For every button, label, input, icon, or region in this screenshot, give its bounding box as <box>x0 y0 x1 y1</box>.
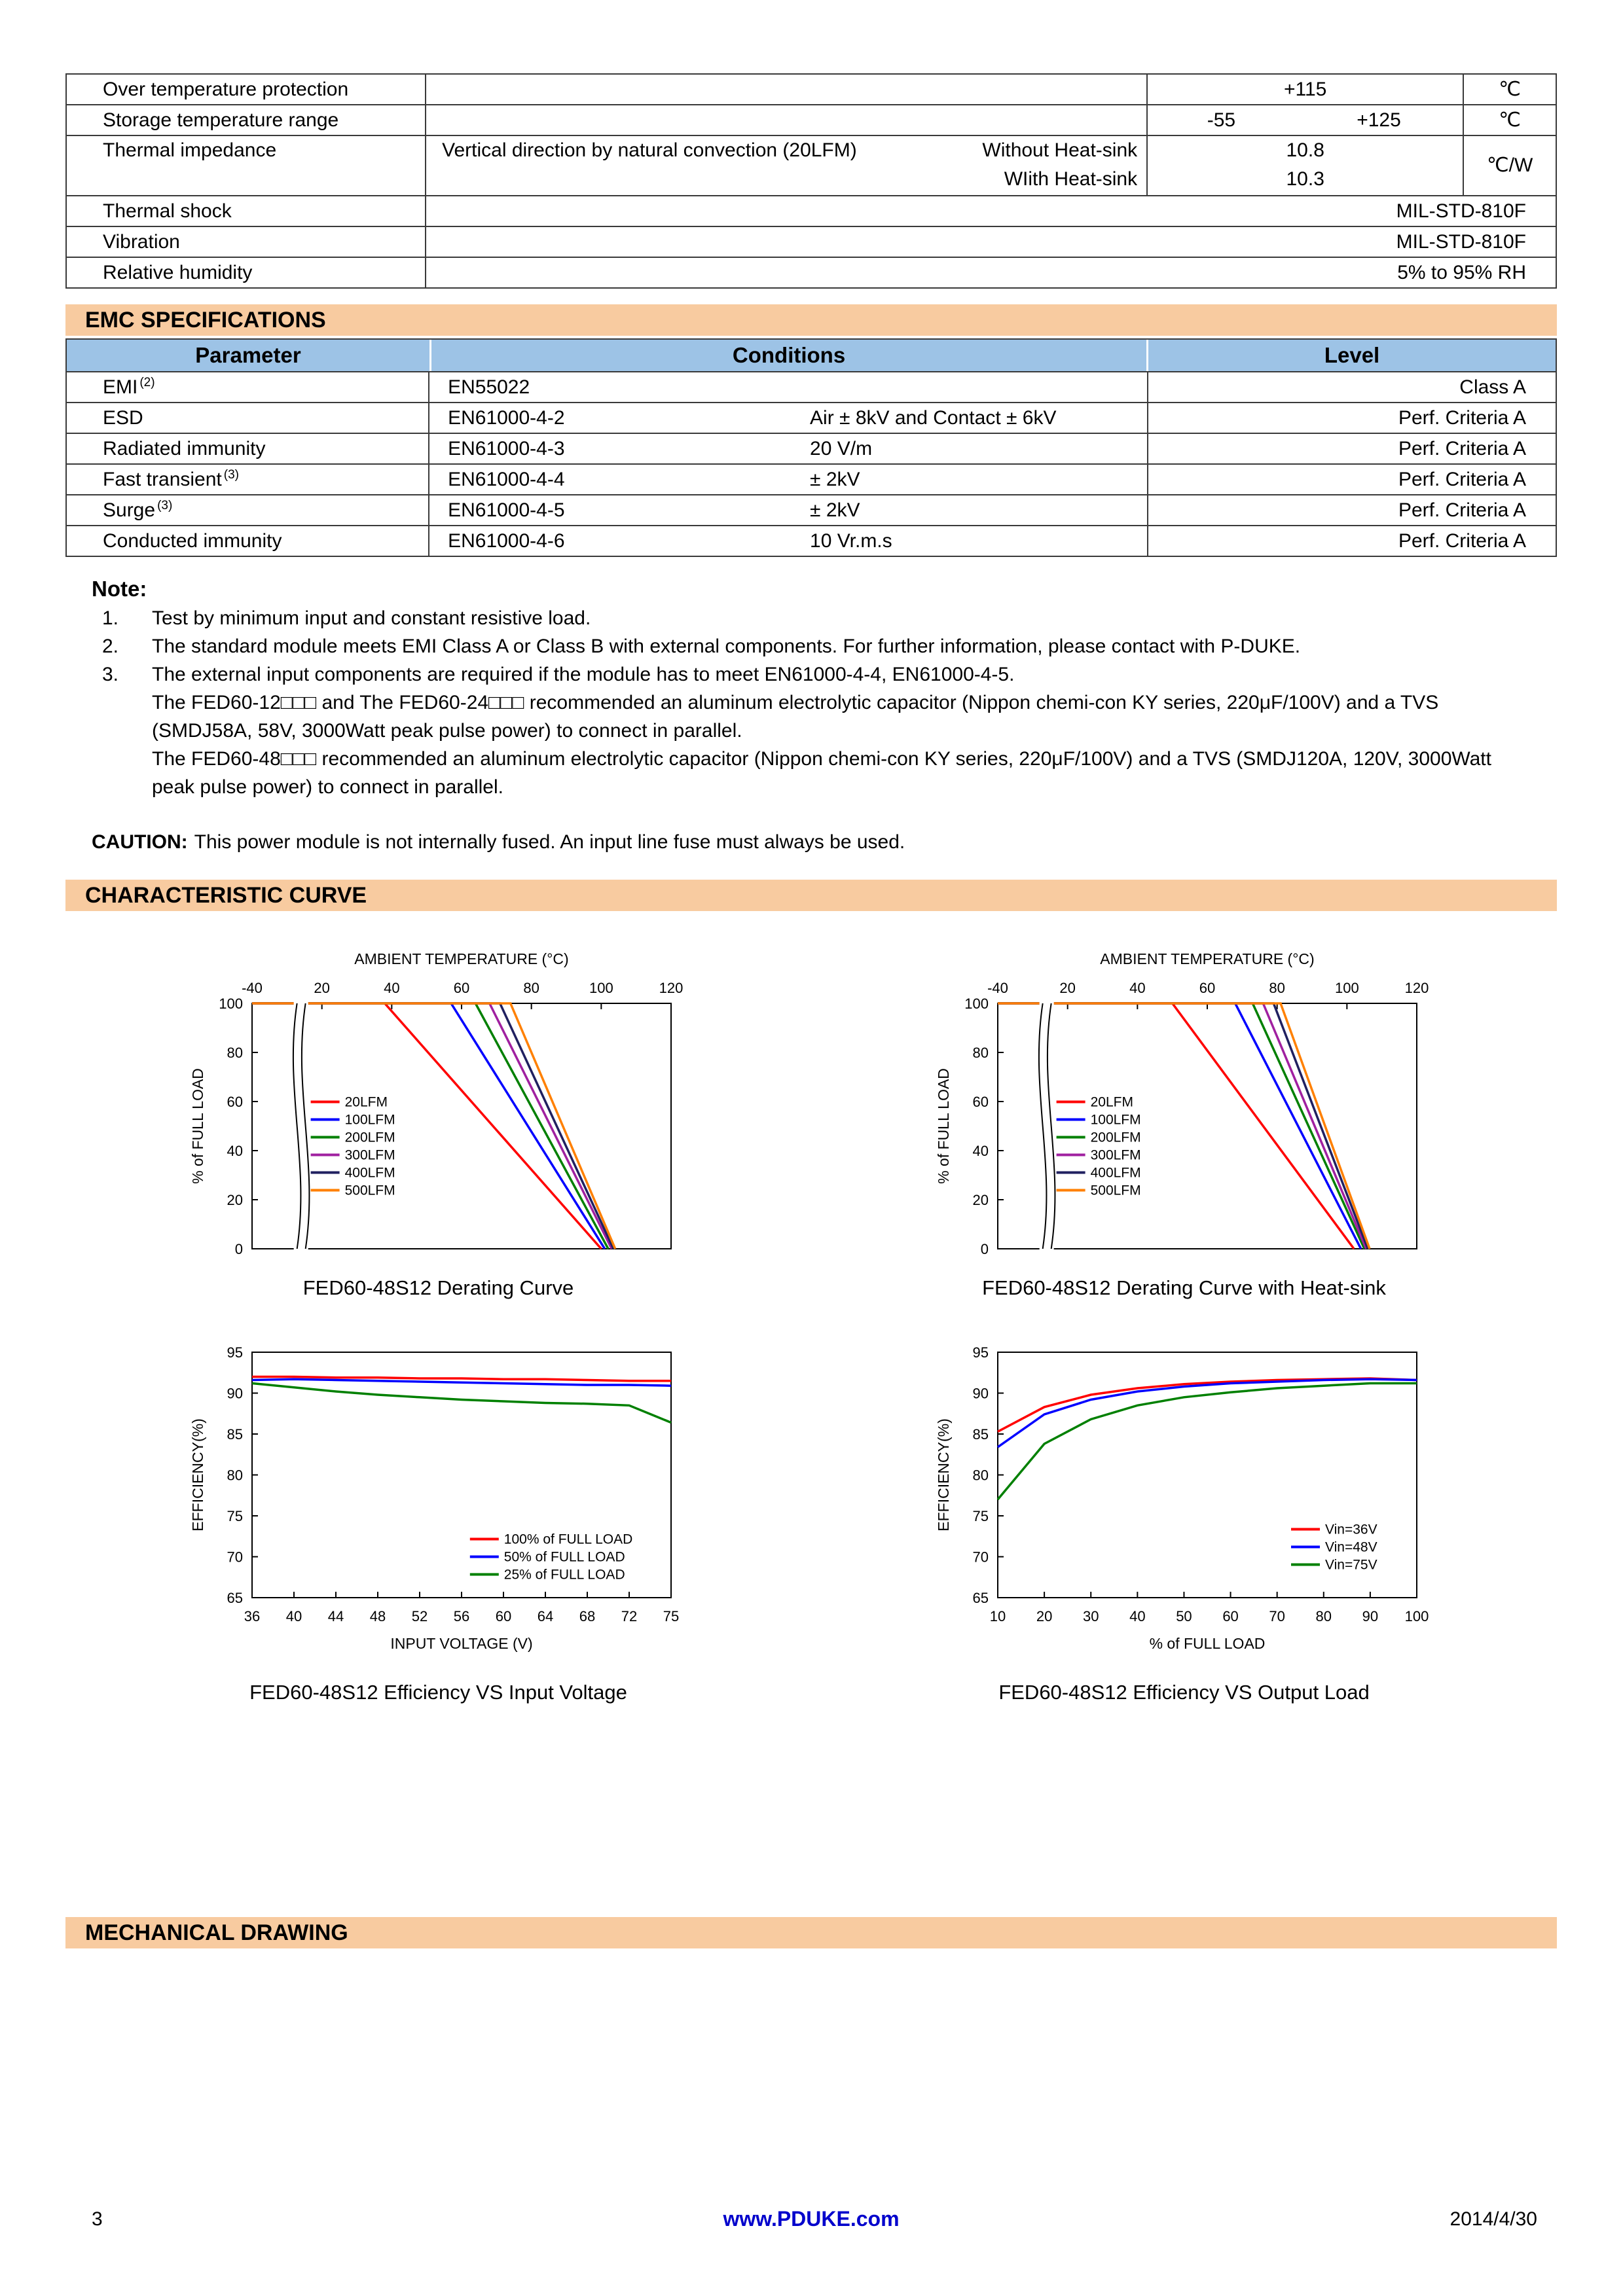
website-link[interactable]: www.PDUKE.com <box>723 2207 900 2231</box>
svg-text:-40: -40 <box>241 980 263 996</box>
svg-text:INPUT VOLTAGE (V): INPUT VOLTAGE (V) <box>390 1635 533 1652</box>
emc-table <box>65 338 1557 557</box>
svg-text:95: 95 <box>972 1344 989 1361</box>
svg-text:% of FULL LOAD: % of FULL LOAD <box>934 1068 952 1184</box>
emc-param: ESD <box>67 403 429 433</box>
spec-conditions <box>426 136 1148 195</box>
svg-text:100: 100 <box>589 980 613 996</box>
svg-text:70: 70 <box>227 1549 243 1566</box>
spec-value-2: 10.3 <box>1286 168 1324 190</box>
svg-text:68: 68 <box>579 1608 595 1624</box>
spec-param: Over temperature protection <box>67 75 426 104</box>
characteristic-section-header <box>65 880 1557 911</box>
emc-standard: EN61000-4-2 <box>448 407 565 429</box>
svg-text:70: 70 <box>1268 1608 1285 1624</box>
chart-caption: FED60-48S12 Efficiency VS Output Load <box>998 1681 1370 1704</box>
emc-table-row <box>67 434 1556 465</box>
svg-text:80: 80 <box>972 1045 989 1061</box>
table-row <box>67 227 1556 258</box>
efficiency-vs-output-load-chart <box>929 1339 1440 1672</box>
chart-figure <box>183 935 694 1300</box>
spec-unit: ℃/W <box>1486 154 1533 176</box>
caution-text: This power module is not internally fused. An input line fuse must always be used. <box>194 831 905 853</box>
caution-label: CAUTION: <box>92 831 188 853</box>
note-continuation: The FED60-48□□□ recommended an aluminum electrolytic capacitor (Nippon chemi-con KY series, 220μF/100V) and a TVS (SMDJ120A, 120V, 3000Watt peak pulse power) to connect in parallel. <box>152 748 1491 798</box>
svg-text:56: 56 <box>453 1608 469 1624</box>
svg-text:80: 80 <box>522 980 539 996</box>
svg-text:500LFM: 500LFM <box>1090 1183 1141 1198</box>
spec-unit: ℃ <box>1499 109 1521 131</box>
svg-text:10: 10 <box>989 1608 1006 1624</box>
svg-text:60: 60 <box>972 1094 989 1110</box>
svg-text:Vin=48V: Vin=48V <box>1324 1539 1377 1555</box>
svg-text:70: 70 <box>972 1549 989 1566</box>
svg-text:20: 20 <box>1059 980 1076 996</box>
emc-table-header <box>67 340 1556 372</box>
svg-text:40: 40 <box>1129 1608 1146 1624</box>
spec-value-1: 10.8 <box>1286 139 1324 161</box>
svg-text:200LFM: 200LFM <box>1090 1130 1141 1145</box>
spec-param: Relative humidity <box>67 258 426 287</box>
emc-condition: ± 2kV <box>809 495 1148 525</box>
note-number: 1. <box>102 607 119 629</box>
emc-param: Radiated immunity <box>67 434 429 463</box>
note-item <box>65 632 1557 660</box>
spec-param: Thermal shock <box>67 196 426 226</box>
svg-text:36: 36 <box>244 1608 260 1624</box>
svg-text:400LFM: 400LFM <box>1090 1165 1141 1181</box>
svg-text:60: 60 <box>1199 980 1215 996</box>
svg-text:65: 65 <box>227 1590 243 1606</box>
notes-section <box>65 574 1557 801</box>
svg-text:90: 90 <box>227 1385 243 1402</box>
svg-text:20LFM: 20LFM <box>1090 1094 1133 1110</box>
emc-col-level: Level <box>1148 340 1556 371</box>
svg-text:20: 20 <box>972 1192 989 1208</box>
spec-min-value: -55 <box>1207 109 1236 131</box>
svg-text:72: 72 <box>621 1608 637 1624</box>
emc-table-row <box>67 495 1556 526</box>
svg-text:85: 85 <box>972 1426 989 1443</box>
spec-value: MIL-STD-810F <box>1396 231 1526 253</box>
svg-text:500LFM: 500LFM <box>344 1183 395 1198</box>
spec-value: MIL-STD-810F <box>1396 200 1526 222</box>
note-text: The standard module meets EMI Class A or Class B with external components. For further information, please contact with P-DUKE. <box>152 636 1301 657</box>
note-text: The external input components are required if the module has to meet EN61000-4-4, EN61000-4-5. <box>152 664 1015 685</box>
spec-max-value: +125 <box>1295 105 1465 135</box>
emc-condition: Air ± 8kV and Contact ± 6kV <box>809 403 1148 433</box>
emc-standard: EN55022 <box>448 376 530 398</box>
svg-text:40: 40 <box>383 980 400 996</box>
svg-text:80: 80 <box>227 1045 243 1061</box>
note-number: 2. <box>102 636 119 657</box>
spec-case-label: Without Heat-sink <box>982 139 1138 161</box>
emc-standard: EN61000-4-6 <box>448 530 565 552</box>
emc-param: Conducted immunity <box>67 526 429 556</box>
mechanical-section-header <box>65 1917 1557 1948</box>
svg-text:0: 0 <box>980 1241 989 1257</box>
derating-curve-heatsink-chart <box>929 935 1440 1267</box>
svg-text:EFFICIENCY(%): EFFICIENCY(%) <box>934 1418 952 1532</box>
svg-text:44: 44 <box>327 1608 344 1624</box>
svg-text:50: 50 <box>1175 1608 1192 1624</box>
spec-param: Storage temperature range <box>67 105 426 135</box>
svg-text:100: 100 <box>1404 1608 1429 1624</box>
table-row <box>67 75 1556 105</box>
svg-text:60: 60 <box>453 980 469 996</box>
svg-text:100% of FULL LOAD: 100% of FULL LOAD <box>503 1532 632 1547</box>
footnote-ref: (3) <box>157 499 173 512</box>
emc-standard: EN61000-4-5 <box>448 499 565 521</box>
svg-text:AMBIENT TEMPERATURE (°C): AMBIENT TEMPERATURE (°C) <box>354 950 569 967</box>
table-row <box>67 196 1556 227</box>
emc-table-row <box>67 403 1556 434</box>
emc-level: Perf. Criteria A <box>1398 438 1526 459</box>
efficiency-vs-input-voltage-chart <box>183 1339 694 1672</box>
specs-table <box>65 73 1557 289</box>
spec-value <box>1148 136 1464 195</box>
svg-text:120: 120 <box>659 980 683 996</box>
table-row <box>67 105 1556 136</box>
emc-level: Perf. Criteria A <box>1398 407 1526 429</box>
svg-text:100: 100 <box>1334 980 1359 996</box>
svg-text:60: 60 <box>1222 1608 1239 1624</box>
emc-condition: ± 2kV <box>809 465 1148 494</box>
svg-text:80: 80 <box>972 1467 989 1484</box>
section-title: MECHANICAL DRAWING <box>85 1920 348 1945</box>
svg-text:100: 100 <box>964 996 989 1012</box>
chart-caption: FED60-48S12 Derating Curve <box>302 1276 574 1299</box>
svg-text:400LFM: 400LFM <box>344 1165 395 1181</box>
svg-text:50% of FULL LOAD: 50% of FULL LOAD <box>503 1549 625 1565</box>
svg-text:200LFM: 200LFM <box>344 1130 395 1145</box>
svg-text:52: 52 <box>411 1608 428 1624</box>
emc-standard: EN61000-4-3 <box>448 438 565 459</box>
chart-figure <box>183 1339 694 1704</box>
table-row <box>67 258 1556 287</box>
svg-text:100: 100 <box>218 996 243 1012</box>
emc-level: Class A <box>1459 376 1526 398</box>
svg-text:40: 40 <box>227 1143 243 1159</box>
svg-text:-40: -40 <box>987 980 1008 996</box>
emc-col-conditions: Conditions <box>429 340 1148 371</box>
spec-condition-desc: Vertical direction by natural convection (20LFM) <box>442 139 857 161</box>
chart-figure <box>929 1339 1440 1704</box>
page-footer <box>65 2207 1557 2231</box>
emc-col-parameter: Parameter <box>67 340 429 371</box>
spec-value: +115 <box>1148 75 1464 104</box>
emc-param: Surge $^{(3)}$ <box>67 495 429 525</box>
emc-level: Perf. Criteria A <box>1398 499 1526 521</box>
svg-text:40: 40 <box>1129 980 1146 996</box>
emc-param: Fast transient $^{(3)}$ <box>67 465 429 494</box>
svg-text:48: 48 <box>369 1608 386 1624</box>
derating-curve-chart <box>183 935 694 1267</box>
svg-text:0: 0 <box>234 1241 243 1257</box>
section-title: CHARACTERISTIC CURVE <box>85 883 367 908</box>
emc-table-row <box>67 372 1556 403</box>
footer-date: 2014/4/30 <box>1450 2208 1537 2230</box>
emc-section-header <box>65 304 1557 336</box>
svg-text:20LFM: 20LFM <box>344 1094 388 1110</box>
characteristic-charts <box>65 935 1557 1704</box>
svg-text:100LFM: 100LFM <box>1090 1112 1141 1128</box>
table-row <box>67 136 1556 196</box>
svg-text:80: 80 <box>1268 980 1285 996</box>
svg-text:64: 64 <box>537 1608 553 1624</box>
emc-level: Perf. Criteria A <box>1398 469 1526 490</box>
svg-text:300LFM: 300LFM <box>1090 1147 1141 1163</box>
svg-text:% of FULL LOAD: % of FULL LOAD <box>1149 1635 1265 1652</box>
svg-text:% of FULL LOAD: % of FULL LOAD <box>189 1068 206 1184</box>
svg-text:20: 20 <box>227 1192 243 1208</box>
svg-text:300LFM: 300LFM <box>344 1147 395 1163</box>
chart-figure <box>929 935 1440 1300</box>
svg-text:Vin=36V: Vin=36V <box>1324 1522 1377 1537</box>
emc-table-row <box>67 465 1556 495</box>
svg-text:100LFM: 100LFM <box>344 1112 395 1128</box>
spec-case-label: WIith Heat-sink <box>1004 168 1138 190</box>
spec-param: Thermal impedance <box>67 136 426 195</box>
svg-text:60: 60 <box>227 1094 243 1110</box>
emc-level: Perf. Criteria A <box>1398 530 1526 552</box>
spec-value: 5% to 95% RH <box>1397 262 1526 283</box>
svg-text:120: 120 <box>1404 980 1429 996</box>
page-number: 3 <box>92 2208 103 2230</box>
note-item <box>65 660 1557 689</box>
note-continuation: The FED60-12□□□ and The FED60-24□□□ recommended an aluminum electrolytic capacitor (Nippon chemi-con KY series, 220μF/100V) and a TVS (SMDJ58A, 58V, 3000Watt peak pulse power) to connect in parallel. <box>152 692 1439 742</box>
svg-text:Vin=75V: Vin=75V <box>1324 1557 1377 1573</box>
svg-text:65: 65 <box>972 1590 989 1606</box>
spec-condition-cases <box>982 136 1146 195</box>
note-item <box>65 604 1557 632</box>
emc-condition: 10 Vr.m.s <box>809 526 1148 556</box>
emc-table-row <box>67 526 1556 556</box>
svg-text:60: 60 <box>495 1608 511 1624</box>
note-text: Test by minimum input and constant resistive load. <box>152 607 591 629</box>
svg-text:AMBIENT TEMPERATURE (°C): AMBIENT TEMPERATURE (°C) <box>1099 950 1315 967</box>
notes-title: Note: <box>92 577 147 601</box>
emc-condition <box>809 372 1148 402</box>
chart-caption: FED60-48S12 Efficiency VS Input Voltage <box>249 1681 627 1704</box>
note-number: 3. <box>102 664 119 685</box>
caution-note <box>92 831 1623 853</box>
chart-caption: FED60-48S12 Derating Curve with Heat-sink <box>982 1276 1386 1299</box>
svg-text:30: 30 <box>1082 1608 1099 1624</box>
emc-condition: 20 V/m <box>809 434 1148 463</box>
svg-text:40: 40 <box>972 1143 989 1159</box>
svg-text:75: 75 <box>227 1508 243 1524</box>
svg-text:20: 20 <box>1036 1608 1052 1624</box>
svg-text:90: 90 <box>1362 1608 1378 1624</box>
section-title: EMC SPECIFICATIONS <box>85 308 326 332</box>
svg-text:EFFICIENCY(%): EFFICIENCY(%) <box>189 1418 206 1532</box>
spec-param: Vibration <box>67 227 426 257</box>
svg-text:80: 80 <box>1315 1608 1332 1624</box>
spec-conditions <box>426 75 1148 104</box>
svg-text:85: 85 <box>227 1426 243 1443</box>
emc-standard: EN61000-4-4 <box>448 469 565 490</box>
spec-conditions <box>426 105 1148 135</box>
footnote-ref: (2) <box>139 376 155 389</box>
svg-text:40: 40 <box>285 1608 302 1624</box>
svg-text:20: 20 <box>313 980 330 996</box>
svg-text:95: 95 <box>227 1344 243 1361</box>
emc-param: EMI $^{(2)}$ <box>67 372 429 402</box>
svg-text:80: 80 <box>227 1467 243 1484</box>
spec-unit: ℃ <box>1499 79 1521 100</box>
svg-text:25% of FULL LOAD: 25% of FULL LOAD <box>503 1567 625 1583</box>
svg-text:90: 90 <box>972 1385 989 1402</box>
svg-text:75: 75 <box>972 1508 989 1524</box>
svg-text:75: 75 <box>663 1608 679 1624</box>
footnote-ref: (3) <box>223 468 239 482</box>
